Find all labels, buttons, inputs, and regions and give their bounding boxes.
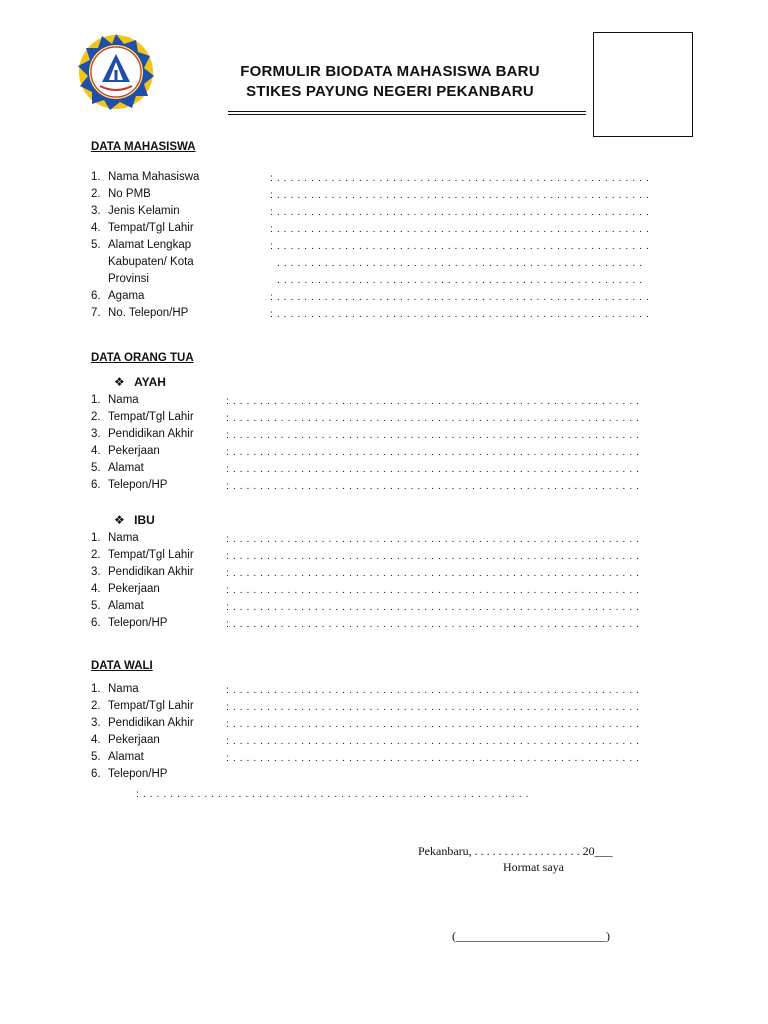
row-label: Kabupaten/ Kota (108, 256, 194, 268)
row-label: Pendidikan Akhir (108, 566, 194, 578)
fill-in-line[interactable]: : . . . . . . . . . . . . . . . . . . . . . . . . . . . . . . . . . . . . . . . . . . . . . . . . . . . . . . . . . . . . (226, 412, 640, 424)
form-row (0, 428, 768, 445)
row-label: Provinsi (108, 273, 149, 285)
form-row (0, 394, 768, 411)
row-label: Pekerjaan (108, 583, 160, 595)
form-row (0, 445, 768, 462)
signature-closing: Hormat saya (503, 860, 564, 874)
row-number: 1. (91, 683, 101, 695)
form-row (0, 290, 768, 307)
fill-in-line[interactable]: : . . . . . . . . . . . . . . . . . . . . . . . . . . . . . . . . . . . . . . . . . . . . . . . . . . . . . . . (270, 189, 650, 201)
row-label: Nama (108, 532, 139, 544)
fill-in-line[interactable]: : . . . . . . . . . . . . . . . . . . . . . . . . . . . . . . . . . . . . . . . . . . . . . . . . . . . . . . . . . . . . (226, 446, 640, 458)
signature-name-line[interactable]: (_________________________) (452, 929, 610, 943)
section-heading-data-wali: DATA WALI (91, 660, 153, 672)
row-number: 4. (91, 734, 101, 746)
fill-in-line[interactable]: : . . . . . . . . . . . . . . . . . . . . . . . . . . . . . . . . . . . . . . . . . . . . . . . . . . . . . . . (270, 206, 650, 218)
form-row (0, 273, 768, 290)
row-label: No. Telepon/HP (108, 307, 189, 319)
signature-place-date: Pekanbaru, . . . . . . . . . . . . . . . . . . 20___ (418, 844, 613, 858)
ibu-label: IBU (134, 513, 155, 527)
row-label: Alamat (108, 751, 144, 763)
form-row (0, 683, 768, 700)
row-label: Alamat (108, 600, 144, 612)
row-number: 4. (91, 445, 101, 457)
row-number: 5. (91, 239, 101, 251)
form-row (0, 566, 768, 583)
form-row (0, 549, 768, 566)
row-number: 5. (91, 751, 101, 763)
form-row (0, 411, 768, 428)
row-number: 5. (91, 600, 101, 612)
form-row (0, 751, 768, 768)
form-row (0, 700, 768, 717)
row-number: 2. (91, 188, 101, 200)
form-row (0, 479, 768, 496)
row-number: 2. (91, 549, 101, 561)
row-number: 1. (91, 171, 101, 183)
ibu-heading (114, 513, 155, 527)
fill-in-line[interactable]: : . . . . . . . . . . . . . . . . . . . . . . . . . . . . . . . . . . . . . . . . . . . . . . . . . . . . . . . . . . . . (226, 550, 640, 562)
form-row (0, 600, 768, 617)
fill-in-line[interactable]: : . . . . . . . . . . . . . . . . . . . . . . . . . . . . . . . . . . . . . . . . . . . . . . . . . . . . . . . . . . . . (226, 735, 640, 747)
row-label: Tempat/Tgl Lahir (108, 411, 194, 423)
fill-in-line[interactable]: : . . . . . . . . . . . . . . . . . . . . . . . . . . . . . . . . . . . . . . . . . . . . . . . . . . . . . . . . . . . . (226, 718, 640, 730)
fill-in-line[interactable]: : . . . . . . . . . . . . . . . . . . . . . . . . . . . . . . . . . . . . . . . . . . . . . . . . . . . . . . . . . . . . (226, 701, 640, 713)
fill-in-line[interactable]: : . . . . . . . . . . . . . . . . . . . . . . . . . . . . . . . . . . . . . . . . . . . . . . . . . . . . . . . (270, 291, 650, 303)
fill-in-line[interactable]: : . . . . . . . . . . . . . . . . . . . . . . . . . . . . . . . . . . . . . . . . . . . . . . . . . . . . . . . (270, 308, 650, 320)
row-number: 6. (91, 617, 101, 629)
form-title-line2: STIKES PAYUNG NEGERI PEKANBARU (246, 83, 534, 100)
row-number: 6. (91, 290, 101, 302)
fill-in-line[interactable]: : . . . . . . . . . . . . . . . . . . . . . . . . . . . . . . . . . . . . . . . . . . . . . . . . . . . . . . . . . . . . (226, 584, 640, 596)
fill-in-line[interactable]: : . . . . . . . . . . . . . . . . . . . . . . . . . . . . . . . . . . . . . . . . . . . . . . . . . . . . . . . . . . . . (226, 533, 640, 545)
section-heading-data-orang-tua: DATA ORANG TUA (91, 352, 194, 364)
diamond-bullet-icon: ❖ (114, 375, 125, 389)
row-number: 1. (91, 394, 101, 406)
row-number: 2. (91, 411, 101, 423)
row-label: Tempat/Tgl Lahir (108, 549, 194, 561)
row-label: Telepon/HP (108, 617, 168, 629)
form-row (0, 462, 768, 479)
form-row (0, 583, 768, 600)
row-label: Nama (108, 683, 139, 695)
photo-box (593, 32, 693, 137)
header-rule (228, 111, 586, 112)
row-number: 3. (91, 717, 101, 729)
fill-in-line[interactable]: . . . . . . . . . . . . . . . . . . . . . . . . . . . . . . . . . . . . . . . . . . . . . . . . . . . . . . (277, 257, 643, 269)
form-row (0, 768, 768, 785)
institution-logo (76, 32, 156, 112)
form-row (0, 532, 768, 549)
row-label: Agama (108, 290, 145, 302)
form-row (0, 205, 768, 222)
row-label: Pendidikan Akhir (108, 717, 194, 729)
fill-in-line[interactable]: : . . . . . . . . . . . . . . . . . . . . . . . . . . . . . . . . . . . . . . . . . . . . . . . . . . . . . . . . . . . . (226, 684, 640, 696)
row-number: 6. (91, 479, 101, 491)
wali-extra-fill-line[interactable]: : . . . . . . . . . . . . . . . . . . . . . . . . . . . . . . . . . . . . . . . . . . . . . . . . . . . . . . . . . (136, 788, 529, 800)
row-number: 3. (91, 205, 101, 217)
fill-in-line[interactable]: : . . . . . . . . . . . . . . . . . . . . . . . . . . . . . . . . . . . . . . . . . . . . . . . . . . . . . . . . . . . . (226, 463, 640, 475)
ayah-heading (114, 375, 166, 389)
form-row (0, 734, 768, 751)
row-label: Pekerjaan (108, 734, 160, 746)
section-heading-data-mahasiswa: DATA MAHASISWA (91, 141, 196, 153)
form-row (0, 307, 768, 324)
row-label: Telepon/HP (108, 768, 168, 780)
form-row (0, 222, 768, 239)
form-row (0, 171, 768, 188)
row-number: 7. (91, 307, 101, 319)
row-label: Pekerjaan (108, 445, 160, 457)
fill-in-line[interactable]: : . . . . . . . . . . . . . . . . . . . . . . . . . . . . . . . . . . . . . . . . . . . . . . . . . . . . . . . . . . . . (226, 752, 640, 764)
fill-in-line[interactable]: : . . . . . . . . . . . . . . . . . . . . . . . . . . . . . . . . . . . . . . . . . . . . . . . . . . . . . . . . . . . . (226, 429, 640, 441)
row-label: Pendidikan Akhir (108, 428, 194, 440)
row-label: Alamat (108, 462, 144, 474)
form-row (0, 239, 768, 256)
row-number: 5. (91, 462, 101, 474)
row-label: Tempat/Tgl Lahir (108, 222, 194, 234)
row-label: Alamat Lengkap (108, 239, 192, 251)
fill-in-line[interactable]: : . . . . . . . . . . . . . . . . . . . . . . . . . . . . . . . . . . . . . . . . . . . . . . . . . . . . . . . . . . . . (226, 395, 640, 407)
fill-in-line[interactable]: : . . . . . . . . . . . . . . . . . . . . . . . . . . . . . . . . . . . . . . . . . . . . . . . . . . . . . . . . . . . . (226, 480, 640, 492)
row-label: Telepon/HP (108, 479, 168, 491)
form-row (0, 617, 768, 634)
fill-in-line[interactable]: : . . . . . . . . . . . . . . . . . . . . . . . . . . . . . . . . . . . . . . . . . . . . . . . . . . . . . . . . . . . . (226, 618, 640, 630)
form-row (0, 188, 768, 205)
form-row (0, 256, 768, 273)
row-label: Tempat/Tgl Lahir (108, 700, 194, 712)
row-number: 3. (91, 566, 101, 578)
form-row (0, 717, 768, 734)
row-label: Nama Mahasiswa (108, 171, 200, 183)
header-rule-thin (228, 114, 586, 115)
fill-in-line[interactable]: : . . . . . . . . . . . . . . . . . . . . . . . . . . . . . . . . . . . . . . . . . . . . . . . . . . . . . . . (270, 223, 650, 235)
row-label: Jenis Kelamin (108, 205, 180, 217)
fill-in-line[interactable]: : . . . . . . . . . . . . . . . . . . . . . . . . . . . . . . . . . . . . . . . . . . . . . . . . . . . . . . . . . . . . (226, 567, 640, 579)
fill-in-line[interactable]: : . . . . . . . . . . . . . . . . . . . . . . . . . . . . . . . . . . . . . . . . . . . . . . . . . . . . . . . (270, 240, 650, 252)
row-number: 6. (91, 768, 101, 780)
row-number: 2. (91, 700, 101, 712)
ayah-label: AYAH (134, 375, 166, 389)
fill-in-line[interactable]: . . . . . . . . . . . . . . . . . . . . . . . . . . . . . . . . . . . . . . . . . . . . . . . . . . . . . . (277, 274, 643, 286)
row-label: Nama (108, 394, 139, 406)
diamond-bullet-icon: ❖ (114, 513, 125, 527)
row-number: 4. (91, 222, 101, 234)
row-number: 3. (91, 428, 101, 440)
form-title-line1: FORMULIR BIODATA MAHASISWA BARU (240, 63, 540, 80)
fill-in-line[interactable]: : . . . . . . . . . . . . . . . . . . . . . . . . . . . . . . . . . . . . . . . . . . . . . . . . . . . . . . . . . . . . (226, 601, 640, 613)
fill-in-line[interactable]: : . . . . . . . . . . . . . . . . . . . . . . . . . . . . . . . . . . . . . . . . . . . . . . . . . . . . . . . (270, 172, 650, 184)
row-label: No PMB (108, 188, 151, 200)
row-number: 1. (91, 532, 101, 544)
row-number: 4. (91, 583, 101, 595)
